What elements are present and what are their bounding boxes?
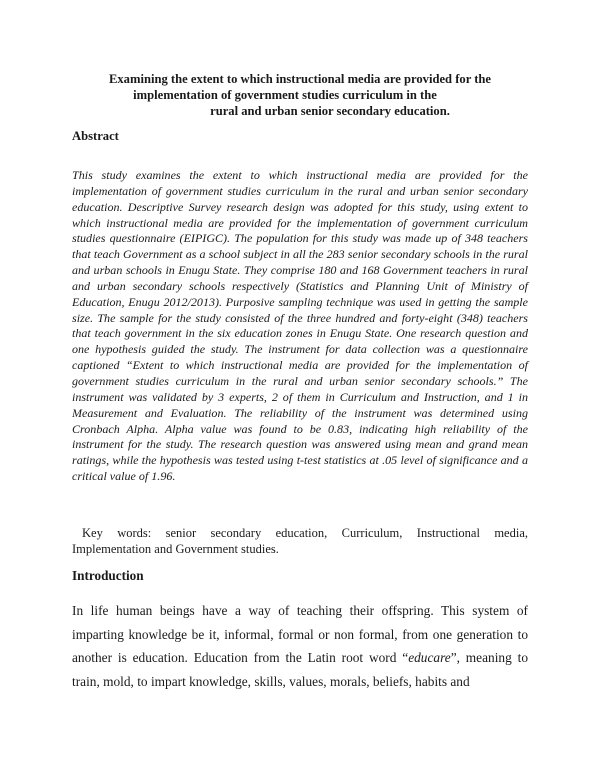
paper-title-line-2: implementation of government studies curriculum in the (133, 88, 437, 102)
introduction-text-part-1: In life human beings have a way of teaching their offspring. This system of imparting knowledge be it, informal, formal or non formal, from one generation to another is education. Education from the Latin root word “ (72, 603, 528, 666)
latin-word-educare: educare (408, 650, 451, 666)
abstract-heading: Abstract (72, 129, 119, 143)
paper-title (40, 71, 560, 119)
introduction-heading: Introduction (72, 568, 144, 583)
introduction-paragraph (72, 599, 528, 693)
introduction-text-part-2: ”, meaning to train, mold, to impart knowledge, skills, values, morals, beliefs, habits and (72, 650, 528, 689)
keywords: Key words: senior secondary education, Curriculum, Instructional media, Implementation and Government studies. (72, 526, 528, 556)
paper-title-line-3: rural and urban senior secondary education. (210, 104, 450, 118)
abstract-body: This study examines the extent to which instructional media are provided for the implementation of government studies curriculum in the rural and urban senior secondary education. Descriptive Survey research design was adopted for this study, using extent to which instructional media are provided for the implementation of government curriculum studies questionnaire (EIPIGC). The population for this study was made up of 348 teachers that teach Government as a school subject in all the 283 senior secondary schools in the rural and urban schools in Enugu State. They comprise 180 and 168 Government teachers in rural and urban secondary schools respectively (Statistics and Planning Unit of Ministry of Education, Enugu 2012/2013). Purposive sampling technique was used in getting the sample size. The sample for the study consisted of the three hundred and forty-eight (348) teachers that teach government in the six education zones in Enugu State. One research question and one hypothesis guided the study. The instrument for data collection was a questionnaire captioned “Extent to which instructional media are provided for the implementation of government studies curriculum in the rural and urban senior secondary schools.” The instrument was validated by 3 experts, 2 of them in Curriculum and Instruction, and 1 in Measurement and Evaluation. The reliability of the instrument was determined using Cronbach Alpha. Alpha value was found to be 0.83, indicating high reliability of the instrument for the study. The research question was answered using mean and grand mean ratings, while the hypothesis was tested using t-test statistics at .05 level of significance and a critical value of 1.96. (72, 168, 528, 484)
paper-title-line-1: Examining the extent to which instructional media are provided for the (108, 72, 491, 86)
